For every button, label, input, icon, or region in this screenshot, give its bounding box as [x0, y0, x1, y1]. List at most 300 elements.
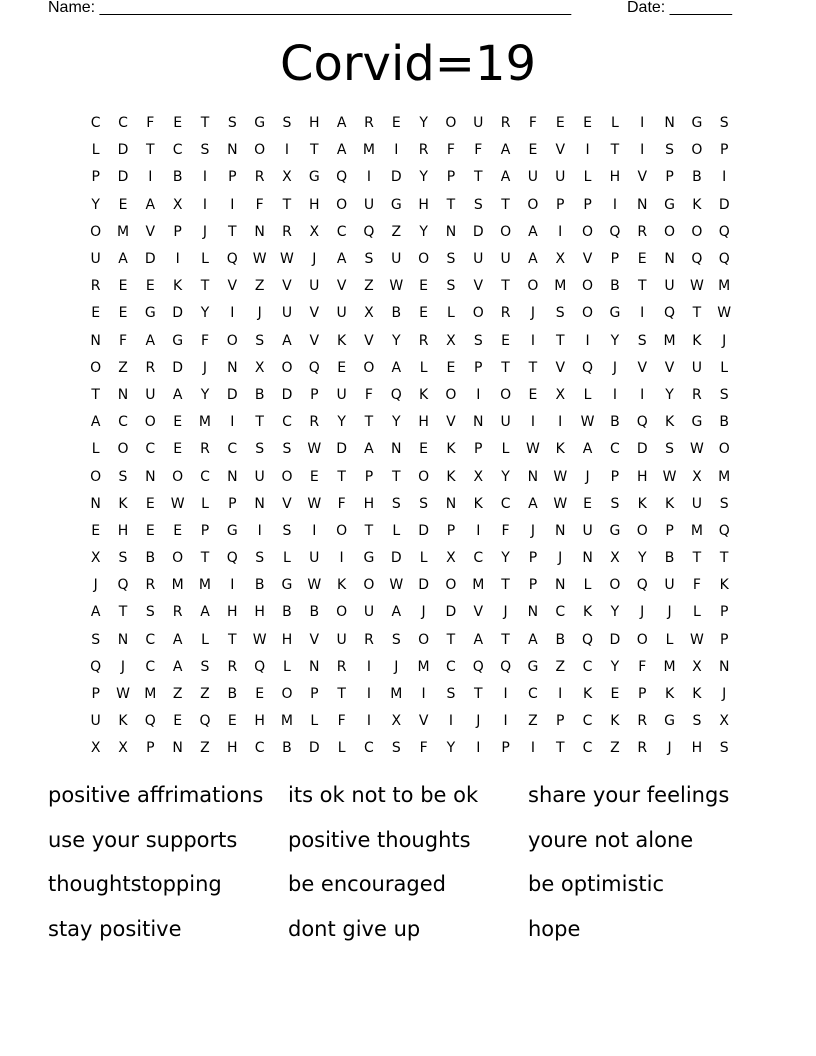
grid-letter: N	[90, 332, 101, 349]
grid-letter: D	[472, 223, 484, 240]
grid-letter: O	[90, 223, 102, 240]
grid-letter: I	[612, 196, 617, 213]
grid-letter: N	[527, 604, 539, 621]
grid-row	[82, 599, 738, 626]
grid-letter: A	[118, 251, 128, 268]
grid-letter: U	[527, 169, 539, 186]
grid-letter: B	[391, 305, 402, 322]
grid-row	[82, 681, 738, 708]
grid-row	[82, 273, 738, 300]
grid-letter: B	[172, 169, 183, 186]
grid-letter: S	[473, 196, 483, 213]
grid-letter: U	[555, 169, 566, 186]
grid-row	[82, 382, 738, 409]
grid-letter: U	[254, 468, 265, 485]
grid-letter: P	[638, 686, 647, 703]
grid-row	[82, 137, 738, 164]
grid-letter: D	[418, 522, 429, 539]
grid-row	[82, 708, 738, 735]
grid-letter: H	[636, 468, 648, 485]
grid-letter: T	[446, 196, 456, 213]
grid-letter: U	[473, 115, 484, 132]
grid-letter: J	[530, 305, 535, 322]
grid-letter: V	[145, 223, 156, 240]
grid-letter: E	[91, 305, 101, 322]
grid-letter: R	[364, 115, 374, 132]
grid-letter: Z	[200, 686, 210, 703]
grid-letter: N	[145, 468, 156, 485]
grid-letter: I	[202, 169, 208, 186]
grid-letter: C	[200, 468, 210, 485]
grid-letter: X	[473, 468, 484, 485]
grid-row	[82, 110, 738, 137]
grid-letter: W	[389, 278, 404, 295]
grid-letter: N	[555, 577, 566, 594]
grid-letter: E	[118, 278, 128, 295]
grid-letter: C	[145, 441, 156, 458]
grid-letter: A	[364, 441, 374, 458]
grid-letter: I	[530, 414, 535, 431]
grid-letter: C	[118, 414, 128, 431]
grid-letter: G	[664, 196, 675, 213]
grid-letter: S	[719, 495, 729, 512]
grid-letter: P	[556, 196, 565, 213]
grid-letter: K	[664, 414, 675, 431]
grid-letter: Y	[200, 305, 210, 322]
grid-letter: P	[556, 713, 565, 730]
word-list-item: positive thoughts	[288, 827, 471, 852]
grid-letter: M	[663, 658, 676, 675]
grid-letter: U	[309, 278, 320, 295]
grid-letter: U	[309, 550, 320, 567]
grid-letter: R	[145, 359, 156, 376]
grid-letter: H	[281, 631, 293, 648]
grid-letter: D	[117, 169, 129, 186]
grid-letter: T	[719, 550, 729, 567]
grid-letter: R	[254, 169, 265, 186]
grid-letter: X	[90, 550, 101, 567]
grid-letter: D	[718, 196, 730, 213]
grid-letter: I	[530, 332, 535, 349]
grid-letter: Z	[254, 278, 265, 295]
grid-letter: A	[336, 251, 347, 268]
grid-letter: B	[282, 740, 292, 757]
grid-letter: G	[390, 196, 402, 213]
grid-letter: J	[558, 550, 563, 567]
grid-letter: J	[722, 686, 727, 703]
grid-letter: N	[227, 142, 238, 159]
word-list-item: its ok not to be ok	[288, 783, 479, 807]
grid-letter: Y	[637, 550, 647, 567]
word-list-item: be encouraged	[288, 872, 446, 897]
grid-letter: I	[339, 550, 344, 567]
grid-letter: S	[91, 631, 101, 648]
grid-letter: R	[227, 658, 238, 675]
grid-letter: M	[280, 713, 293, 730]
grid-letter: V	[282, 495, 292, 512]
grid-letter: I	[366, 686, 372, 703]
grid-letter: G	[363, 550, 375, 567]
grid-letter: I	[640, 115, 645, 132]
grid-letter: Y	[391, 414, 401, 431]
grid-letter: C	[118, 115, 128, 132]
grid-letter: Q	[691, 251, 703, 268]
grid-letter: T	[200, 550, 210, 567]
grid-letter: Q	[308, 359, 320, 376]
grid-letter: T	[337, 686, 346, 703]
grid-letter: J	[202, 223, 208, 240]
grid-letter: J	[202, 359, 208, 376]
grid-letter: V	[473, 278, 484, 295]
grid-letter: J	[585, 468, 590, 485]
grid-letter: P	[446, 522, 456, 539]
grid-letter: E	[446, 359, 456, 376]
grid-letter: T	[228, 631, 237, 648]
grid-letter: T	[528, 359, 538, 376]
grid-letter: L	[583, 169, 592, 186]
grid-letter: I	[722, 169, 727, 186]
grid-letter: N	[172, 740, 183, 757]
grid-letter: E	[145, 278, 155, 295]
grid-letter: N	[582, 550, 593, 567]
grid-letter: U	[500, 414, 511, 431]
grid-letter: P	[310, 686, 319, 703]
grid-letter: I	[530, 740, 535, 757]
grid-letter: L	[201, 631, 209, 648]
grid-letter: R	[500, 305, 511, 322]
grid-letter: R	[172, 604, 183, 621]
grid-letter: J	[312, 251, 317, 268]
grid-letter: V	[664, 359, 675, 376]
grid-letter: C	[555, 604, 566, 621]
grid-letter: W	[389, 577, 404, 594]
grid-row	[82, 300, 738, 327]
grid-letter: G	[308, 169, 320, 186]
grid-letter: C	[336, 223, 347, 240]
grid-letter: N	[445, 495, 457, 512]
grid-letter: H	[691, 740, 703, 757]
word-list-item: be optimistic	[528, 872, 665, 897]
grid-letter: X	[692, 468, 702, 485]
grid-letter: L	[665, 631, 674, 648]
grid-letter: E	[419, 441, 429, 458]
grid-letter: O	[718, 441, 730, 458]
grid-row	[82, 436, 738, 463]
grid-letter: E	[173, 115, 183, 132]
grid-letter: N	[117, 631, 129, 648]
grid-letter: M	[472, 577, 485, 594]
grid-letter: A	[391, 604, 402, 621]
grid-letter: A	[145, 332, 156, 349]
grid-letter: N	[117, 386, 129, 403]
grid-letter: L	[419, 359, 428, 376]
grid-letter: W	[580, 414, 595, 431]
grid-letter: N	[664, 115, 675, 132]
grid-letter: A	[528, 631, 538, 648]
grid-letter: I	[503, 713, 508, 730]
grid-letter: W	[553, 495, 568, 512]
grid-letter: Q	[254, 658, 266, 675]
grid-letter: L	[337, 740, 346, 757]
grid-letter: C	[582, 740, 593, 757]
grid-letter: I	[640, 305, 645, 322]
grid-letter: C	[528, 686, 538, 703]
grid-letter: D	[226, 386, 238, 403]
grid-letter: D	[418, 577, 429, 594]
page-title: Corvid=19	[279, 36, 537, 92]
grid-letter: J	[612, 359, 617, 376]
grid-letter: O	[90, 468, 102, 485]
grid-letter: O	[172, 550, 184, 567]
grid-letter: U	[336, 305, 347, 322]
grid-letter: S	[665, 441, 674, 458]
grid-letter: P	[610, 468, 620, 485]
grid-letter: D	[281, 386, 293, 403]
word-list-item: share your feelings	[528, 783, 730, 807]
grid-letter: M	[171, 577, 184, 594]
grid-letter: J	[667, 604, 672, 621]
grid-letter: X	[391, 713, 402, 730]
grid-row	[82, 409, 738, 436]
grid-letter: Y	[419, 115, 428, 132]
grid-letter: P	[474, 359, 483, 376]
grid-letter: B	[282, 604, 292, 621]
grid-letter: O	[254, 142, 266, 159]
grid-letter: Z	[172, 686, 183, 703]
grid-letter: Y	[501, 550, 510, 567]
grid-letter: S	[227, 115, 237, 132]
grid-letter: R	[692, 386, 702, 403]
grid-letter: T	[501, 196, 510, 213]
grid-letter: G	[172, 332, 184, 349]
grid-letter: I	[558, 686, 563, 703]
grid-letter: B	[664, 550, 675, 567]
grid-letter: X	[364, 305, 374, 322]
grid-row	[82, 164, 738, 191]
grid-letter: H	[609, 169, 621, 186]
grid-letter: V	[582, 251, 593, 268]
grid-letter: T	[555, 740, 565, 757]
grid-letter: O	[664, 223, 676, 240]
grid-letter: Z	[610, 740, 620, 757]
grid-letter: F	[200, 332, 209, 349]
grid-letter: T	[228, 223, 237, 240]
grid-letter: N	[664, 251, 675, 268]
grid-letter: U	[664, 577, 675, 594]
grid-letter: S	[637, 332, 647, 349]
grid-row	[82, 355, 738, 382]
grid-letter: I	[257, 522, 262, 539]
grid-letter: C	[364, 740, 374, 757]
grid-letter: B	[227, 686, 238, 703]
grid-letter: K	[446, 468, 456, 485]
grid-letter: I	[284, 142, 290, 159]
grid-letter: T	[364, 522, 374, 539]
grid-letter: T	[91, 386, 100, 403]
grid-letter: O	[636, 522, 648, 539]
grid-letter: W	[280, 251, 294, 268]
grid-letter: E	[419, 305, 429, 322]
grid-letter: O	[363, 577, 375, 594]
grid-letter: P	[528, 577, 538, 594]
grid-letter: M	[116, 223, 130, 240]
grid-letter: E	[610, 686, 620, 703]
grid-letter: P	[310, 386, 319, 403]
grid-letter: Y	[610, 658, 620, 675]
grid-letter: C	[172, 142, 183, 159]
grid-letter: W	[170, 495, 185, 512]
grid-letter: O	[582, 223, 594, 240]
grid-letter: U	[90, 251, 101, 268]
grid-letter: X	[555, 251, 566, 268]
grid-letter: D	[172, 305, 184, 322]
grid-letter: J	[503, 604, 508, 621]
grid-letter: L	[283, 658, 291, 675]
grid-letter: S	[391, 495, 401, 512]
grid-letter: T	[282, 196, 292, 213]
grid-letter: J	[120, 658, 126, 675]
grid-letter: D	[117, 142, 129, 159]
grid-letter: O	[472, 305, 484, 322]
grid-letter: S	[719, 115, 729, 132]
grid-letter: T	[692, 550, 702, 567]
grid-letter: C	[473, 550, 484, 567]
grid-letter: W	[717, 305, 732, 322]
word-list-item: stay positive	[48, 917, 182, 942]
grid-letter: V	[637, 169, 648, 186]
grid-letter: I	[230, 196, 235, 213]
grid-letter: X	[446, 332, 456, 349]
grid-letter: W	[252, 251, 267, 268]
grid-letter: L	[283, 550, 291, 567]
grid-letter: U	[500, 251, 511, 268]
word-list-item: use your supports	[48, 827, 238, 852]
grid-letter: M	[554, 278, 567, 295]
grid-letter: V	[309, 631, 320, 648]
grid-letter: H	[309, 196, 320, 213]
grid-letter: R	[282, 223, 292, 240]
grid-letter: I	[640, 386, 645, 403]
grid-letter: Q	[582, 359, 594, 376]
grid-letter: S	[364, 251, 374, 268]
grid-letter: A	[528, 223, 538, 240]
grid-letter: I	[448, 713, 453, 730]
grid-letter: I	[312, 522, 317, 539]
grid-letter: P	[719, 631, 729, 648]
grid-letter: T	[255, 414, 264, 431]
grid-letter: N	[309, 658, 320, 675]
grid-letter: M	[390, 686, 403, 703]
grid-letter: F	[255, 196, 264, 213]
grid-letter: P	[665, 169, 674, 186]
grid-letter: O	[500, 223, 512, 240]
grid-letter: N	[227, 359, 238, 376]
grid-letter: F	[501, 522, 510, 539]
grid-letter: Y	[501, 468, 510, 485]
grid-letter: J	[257, 305, 262, 322]
grid-letter: Q	[500, 658, 512, 675]
grid-letter: P	[474, 441, 483, 458]
grid-letter: N	[254, 223, 265, 240]
grid-letter: E	[337, 359, 347, 376]
grid-letter: S	[282, 522, 292, 539]
grid-letter: L	[501, 441, 510, 458]
grid-letter: T	[146, 142, 155, 159]
grid-letter: S	[118, 468, 128, 485]
date-field-label: Date: _______	[627, 0, 732, 16]
grid-letter: R	[200, 441, 210, 458]
grid-letter: V	[418, 713, 429, 730]
grid-letter: B	[610, 278, 620, 295]
grid-letter: K	[118, 495, 128, 512]
grid-letter: U	[473, 251, 484, 268]
grid-letter: T	[310, 142, 319, 159]
grid-letter: E	[501, 332, 511, 349]
grid-letter: K	[664, 495, 675, 512]
grid-letter: A	[528, 495, 538, 512]
grid-letter: O	[691, 223, 703, 240]
grid-letter: Y	[610, 604, 620, 621]
grid-letter: R	[637, 740, 648, 757]
grid-letter: I	[640, 142, 645, 159]
grid-letter: T	[610, 142, 620, 159]
grid-letter: X	[172, 196, 183, 213]
grid-letter: A	[473, 631, 484, 648]
grid-letter: R	[500, 115, 511, 132]
grid-letter: K	[692, 332, 702, 349]
grid-letter: Q	[582, 631, 594, 648]
grid-letter: M	[144, 686, 157, 703]
grid-letter: D	[636, 441, 648, 458]
grid-letter: W	[307, 495, 322, 512]
grid-letter: M	[198, 577, 212, 594]
grid-letter: I	[503, 686, 508, 703]
grid-letter: O	[336, 196, 348, 213]
grid-letter: E	[91, 522, 101, 539]
grid-letter: E	[145, 495, 155, 512]
grid-letter: I	[558, 223, 563, 240]
grid-letter: Y	[419, 223, 428, 240]
grid-letter: T	[391, 468, 401, 485]
grid-letter: H	[227, 740, 238, 757]
grid-letter: Y	[91, 196, 100, 213]
grid-letter: E	[173, 441, 183, 458]
grid-letter: O	[527, 196, 539, 213]
grid-letter: U	[336, 631, 347, 648]
grid-letter: C	[145, 658, 156, 675]
grid-letter: U	[582, 522, 593, 539]
grid-letter: L	[419, 550, 428, 567]
grid-row	[82, 654, 738, 681]
grid-letter: L	[201, 251, 209, 268]
grid-letter: W	[689, 441, 704, 458]
grid-letter: U	[90, 713, 101, 730]
grid-letter: I	[476, 740, 481, 757]
grid-letter: P	[200, 522, 210, 539]
grid-letter: F	[118, 332, 128, 349]
grid-letter: O	[609, 577, 621, 594]
grid-letter: Y	[665, 386, 674, 403]
grid-letter: O	[582, 278, 594, 295]
grid-letter: I	[366, 169, 372, 186]
grid-letter: K	[610, 713, 620, 730]
grid-letter: O	[226, 332, 238, 349]
grid-letter: I	[476, 386, 481, 403]
grid-letter: W	[307, 577, 322, 594]
grid-letter: M	[718, 278, 731, 295]
grid-letter: K	[692, 686, 702, 703]
grid-letter: Q	[226, 550, 238, 567]
